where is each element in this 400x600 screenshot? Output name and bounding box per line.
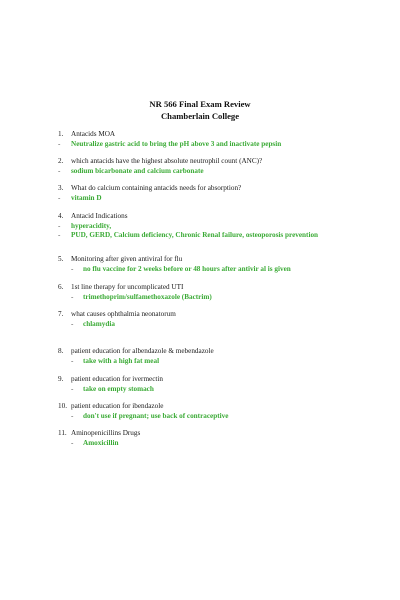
answer-text: chlamydia bbox=[83, 319, 115, 328]
answer-text: take on empty stomach bbox=[83, 384, 154, 393]
answer-bullet: - bbox=[58, 221, 61, 230]
answer-text: vitamin D bbox=[71, 193, 102, 202]
question-text: which antacids have the highest absolute neutrophil count (ANC)? bbox=[71, 157, 263, 165]
question-text: 1st line therapy for uncomplicated UTI bbox=[71, 283, 184, 291]
question-number: 6. bbox=[58, 283, 64, 291]
question-number: 11. bbox=[58, 429, 67, 437]
title-block bbox=[0, 98, 400, 122]
answer-bullet: - bbox=[71, 319, 74, 328]
question-number: 7. bbox=[58, 310, 64, 318]
answer-text: Amoxicillin bbox=[83, 438, 119, 447]
document-subtitle: Chamberlain College bbox=[160, 111, 240, 121]
answer-text: Neutralize gastric acid to bring the pH above 3 and inactivate pepsin bbox=[71, 139, 282, 148]
answer-bullet: - bbox=[71, 411, 74, 420]
answer-text: sodium bicarbonate and calcium carbonate bbox=[71, 166, 204, 175]
answer-text: trimethoprim/sulfamethoxazole (Bactrim) bbox=[83, 292, 212, 301]
answer-text: take with a high fat meal bbox=[83, 356, 160, 365]
document-title: NR 566 Final Exam Review bbox=[149, 99, 251, 109]
answer-text: PUD, GERD, Calcium deficiency, Chronic Renal failure, osteoporosis prevention bbox=[71, 231, 319, 239]
question-text: patient education for ibendazole bbox=[71, 402, 164, 410]
answer-bullet: - bbox=[58, 139, 61, 148]
question-text: what causes ophthalmia neonatorum bbox=[71, 310, 176, 318]
answer-bullet: - bbox=[58, 231, 61, 239]
answer-text: no flu vaccine for 2 weeks before or 48 hours after antivir al is given bbox=[83, 264, 291, 273]
answer-bullet: - bbox=[71, 264, 74, 273]
question-text: Monitoring after given antiviral for flu bbox=[71, 255, 183, 263]
answer-bullet: - bbox=[71, 438, 74, 447]
answer-bullet: - bbox=[58, 166, 61, 175]
question-number: 10. bbox=[58, 402, 67, 410]
answer-bullet: - bbox=[71, 356, 74, 365]
question-number: 2. bbox=[58, 157, 64, 165]
question-number: 4. bbox=[58, 212, 64, 220]
question-text: What do calcium containing antacids needs for absorption? bbox=[71, 184, 242, 192]
answer-text: hyperacidity, bbox=[71, 221, 112, 230]
answer-bullet: - bbox=[71, 292, 74, 301]
answer-bullet: - bbox=[71, 384, 74, 393]
question-text: patient education for albendazole & mebendazole bbox=[71, 347, 214, 355]
question-number: 1. bbox=[58, 130, 64, 138]
question-number: 3. bbox=[58, 184, 64, 192]
question-text: Antacid Indications bbox=[71, 212, 128, 220]
question-text: patient education for ivermectin bbox=[71, 375, 164, 383]
question-text: Antacids MOA bbox=[71, 130, 116, 138]
question-text: Aminopenicillins Drugs bbox=[71, 429, 141, 437]
question-number: 5. bbox=[58, 255, 64, 263]
question-number: 9. bbox=[58, 375, 64, 383]
answer-bullet: - bbox=[58, 193, 61, 202]
question-number: 8. bbox=[58, 347, 64, 355]
answer-text: don't use if pregnant; use back of contraceptive bbox=[83, 411, 229, 420]
